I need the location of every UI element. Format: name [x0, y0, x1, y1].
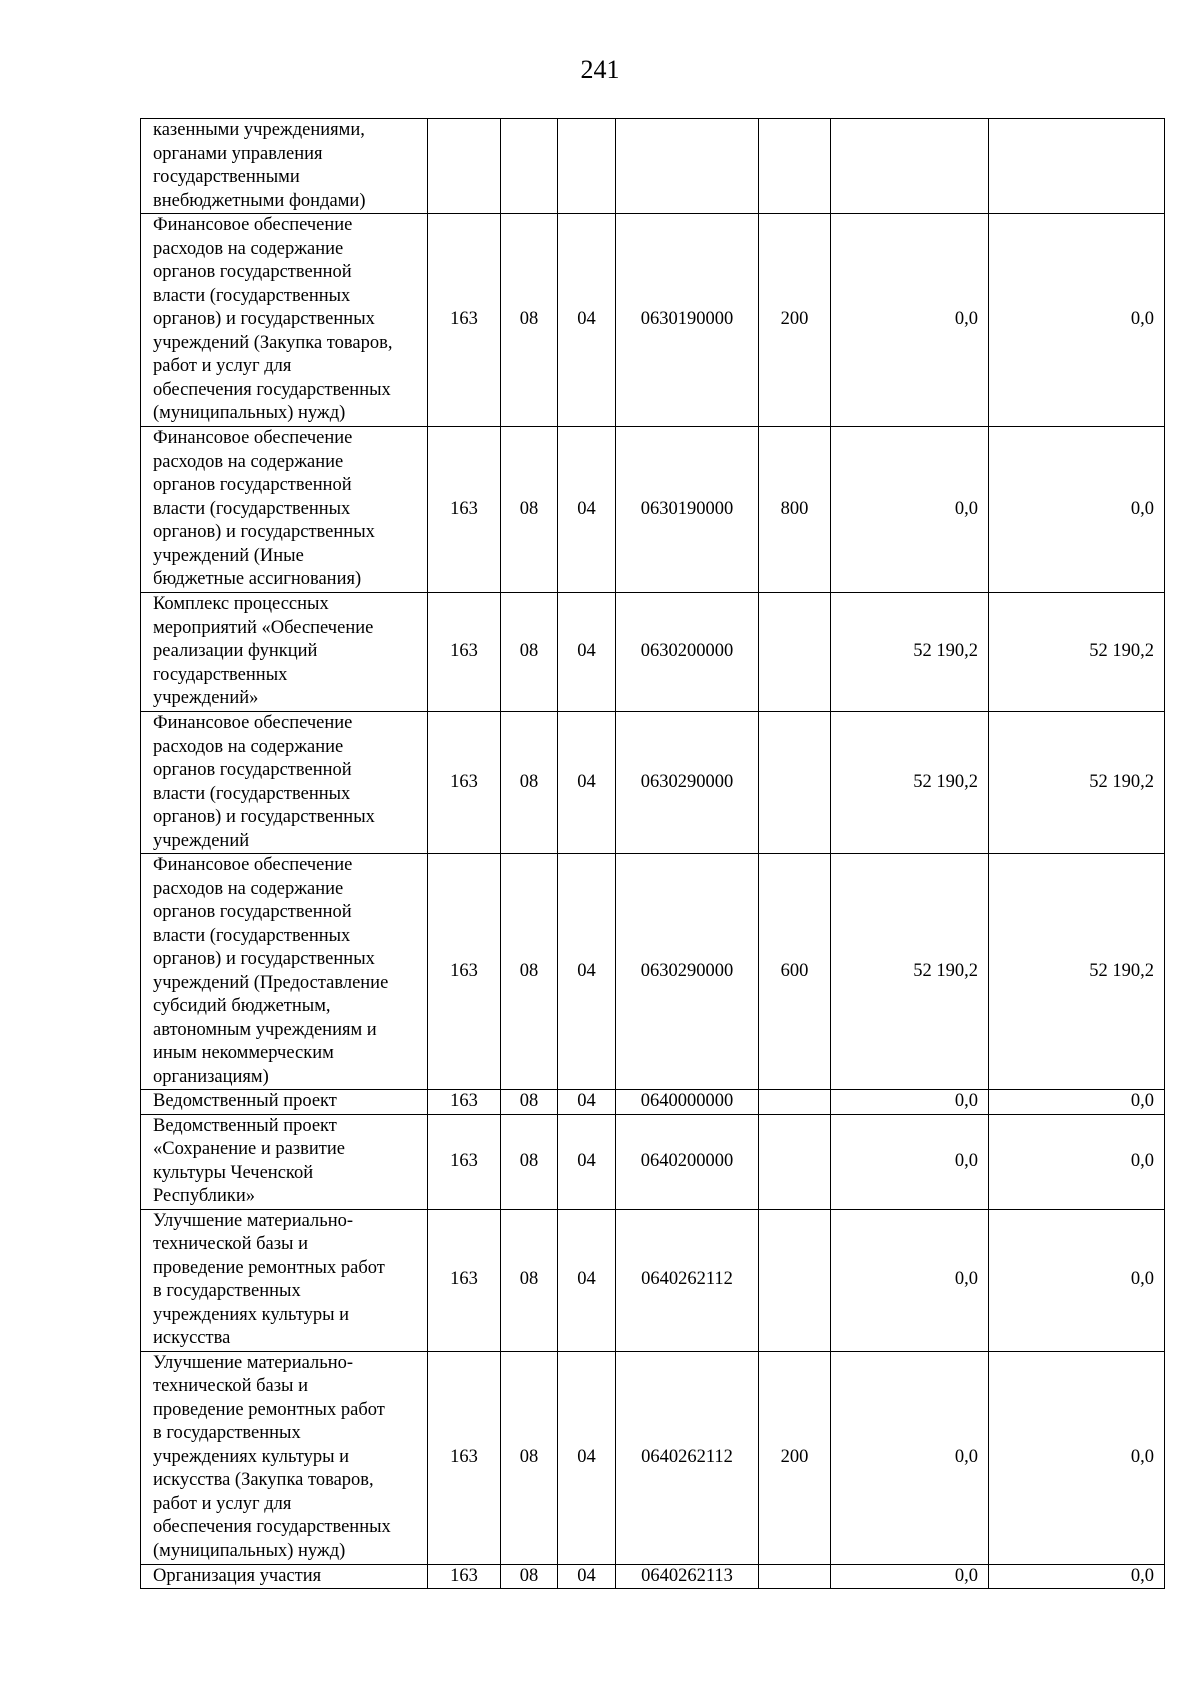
page-number: 241	[580, 55, 620, 84]
target-article-cell: 0640262112	[616, 1351, 759, 1564]
section-code-cell: 08	[501, 854, 558, 1090]
row-name-cell: Финансовое обеспечение расходов на содержание органов государственной власти (государственных органов) и государственных учреждений (Иные бюджетные ассигнования)	[141, 427, 428, 593]
budget-table	[140, 118, 1165, 1589]
subsection-code-cell	[558, 119, 616, 214]
table-row	[141, 854, 1165, 1090]
subsection-code-cell: 04	[558, 1351, 616, 1564]
row-name-cell: казенными учреждениями, органами управления государственными внебюджетными фондами)	[141, 119, 428, 214]
grbs-code-cell: 163	[428, 1564, 501, 1589]
subsection-code-cell: 04	[558, 1090, 616, 1115]
target-article-cell: 0630290000	[616, 854, 759, 1090]
grbs-code-cell	[428, 119, 501, 214]
target-article-cell: 0630190000	[616, 214, 759, 427]
grbs-code-cell: 163	[428, 1209, 501, 1351]
amount-year1-cell: 0,0	[831, 1209, 989, 1351]
amount-year2-cell: 0,0	[989, 1564, 1165, 1589]
expense-type-cell	[759, 593, 831, 712]
row-name-cell: Организация участия	[141, 1564, 428, 1589]
grbs-code-cell: 163	[428, 1114, 501, 1209]
amount-year1-cell: 52 190,2	[831, 712, 989, 854]
table-row	[141, 712, 1165, 854]
expense-type-cell: 200	[759, 214, 831, 427]
amount-year2-cell: 0,0	[989, 1114, 1165, 1209]
amount-year2-cell: 0,0	[989, 1209, 1165, 1351]
amount-year2-cell: 0,0	[989, 1351, 1165, 1564]
table-row	[141, 1564, 1165, 1589]
target-article-cell: 0630290000	[616, 712, 759, 854]
section-code-cell: 08	[501, 712, 558, 854]
target-article-cell: 0640000000	[616, 1090, 759, 1115]
amount-year2-cell: 52 190,2	[989, 854, 1165, 1090]
amount-year2-cell: 0,0	[989, 214, 1165, 427]
table-row	[141, 593, 1165, 712]
section-code-cell: 08	[501, 427, 558, 593]
subsection-code-cell: 04	[558, 593, 616, 712]
amount-year2-cell	[989, 119, 1165, 214]
section-code-cell: 08	[501, 593, 558, 712]
expense-type-cell	[759, 119, 831, 214]
amount-year1-cell: 0,0	[831, 427, 989, 593]
grbs-code-cell: 163	[428, 1090, 501, 1115]
amount-year2-cell: 52 190,2	[989, 712, 1165, 854]
row-name-cell: Улучшение материально- технической базы и проведение ремонтных работ в государственных учреждениях культуры и искусства (Закупка товаров, работ и услуг для обеспечения государственных (муниципальных) нужд)	[141, 1351, 428, 1564]
target-article-cell: 0640200000	[616, 1114, 759, 1209]
row-name-cell: Ведомственный проект «Сохранение и развитие культуры Чеченской Республики»	[141, 1114, 428, 1209]
row-name-cell: Улучшение материально- технической базы и проведение ремонтных работ в государственных учреждениях культуры и искусства	[141, 1209, 428, 1351]
amount-year1-cell: 0,0	[831, 214, 989, 427]
target-article-cell: 0640262113	[616, 1564, 759, 1589]
subsection-code-cell: 04	[558, 214, 616, 427]
table-row	[141, 427, 1165, 593]
grbs-code-cell: 163	[428, 1351, 501, 1564]
target-article-cell: 0630190000	[616, 427, 759, 593]
grbs-code-cell: 163	[428, 427, 501, 593]
expense-type-cell: 200	[759, 1351, 831, 1564]
amount-year1-cell: 52 190,2	[831, 593, 989, 712]
expense-type-cell	[759, 1564, 831, 1589]
target-article-cell	[616, 119, 759, 214]
row-name-cell: Финансовое обеспечение расходов на содержание органов государственной власти (государственных органов) и государственных учреждений (Предоставление субсидий бюджетным, автономным учреждениям и иным некоммерческим организациям)	[141, 854, 428, 1090]
table-row	[141, 1209, 1165, 1351]
amount-year2-cell: 0,0	[989, 1090, 1165, 1115]
subsection-code-cell: 04	[558, 427, 616, 593]
section-code-cell: 08	[501, 1090, 558, 1115]
table-row	[141, 1114, 1165, 1209]
table-row	[141, 1090, 1165, 1115]
row-name-cell: Ведомственный проект	[141, 1090, 428, 1115]
subsection-code-cell: 04	[558, 1564, 616, 1589]
amount-year1-cell: 0,0	[831, 1564, 989, 1589]
subsection-code-cell: 04	[558, 854, 616, 1090]
grbs-code-cell: 163	[428, 214, 501, 427]
section-code-cell: 08	[501, 1351, 558, 1564]
expense-type-cell	[759, 1090, 831, 1115]
amount-year1-cell: 0,0	[831, 1114, 989, 1209]
subsection-code-cell: 04	[558, 1114, 616, 1209]
amount-year1-cell: 0,0	[831, 1090, 989, 1115]
table-row	[141, 214, 1165, 427]
grbs-code-cell: 163	[428, 854, 501, 1090]
row-name-cell: Финансовое обеспечение расходов на содержание органов государственной власти (государственных органов) и государственных учреждений	[141, 712, 428, 854]
subsection-code-cell: 04	[558, 712, 616, 854]
section-code-cell: 08	[501, 1564, 558, 1589]
expense-type-cell: 800	[759, 427, 831, 593]
expense-type-cell: 600	[759, 854, 831, 1090]
expense-type-cell	[759, 1114, 831, 1209]
amount-year2-cell: 0,0	[989, 427, 1165, 593]
grbs-code-cell: 163	[428, 712, 501, 854]
table-row	[141, 119, 1165, 214]
subsection-code-cell: 04	[558, 1209, 616, 1351]
section-code-cell: 08	[501, 1209, 558, 1351]
target-article-cell: 0630200000	[616, 593, 759, 712]
expense-type-cell	[759, 712, 831, 854]
amount-year1-cell: 52 190,2	[831, 854, 989, 1090]
table-body	[141, 119, 1165, 1589]
section-code-cell: 08	[501, 1114, 558, 1209]
amount-year2-cell: 52 190,2	[989, 593, 1165, 712]
section-code-cell	[501, 119, 558, 214]
row-name-cell: Комплекс процессных мероприятий «Обеспечение реализации функций государственных учреждений»	[141, 593, 428, 712]
row-name-cell: Финансовое обеспечение расходов на содержание органов государственной власти (государственных органов) и государственных учреждений (Закупка товаров, работ и услуг для обеспечения государственных (муниципальных) нужд)	[141, 214, 428, 427]
target-article-cell: 0640262112	[616, 1209, 759, 1351]
expense-type-cell	[759, 1209, 831, 1351]
section-code-cell: 08	[501, 214, 558, 427]
grbs-code-cell: 163	[428, 593, 501, 712]
amount-year1-cell: 0,0	[831, 1351, 989, 1564]
amount-year1-cell	[831, 119, 989, 214]
table-row	[141, 1351, 1165, 1564]
